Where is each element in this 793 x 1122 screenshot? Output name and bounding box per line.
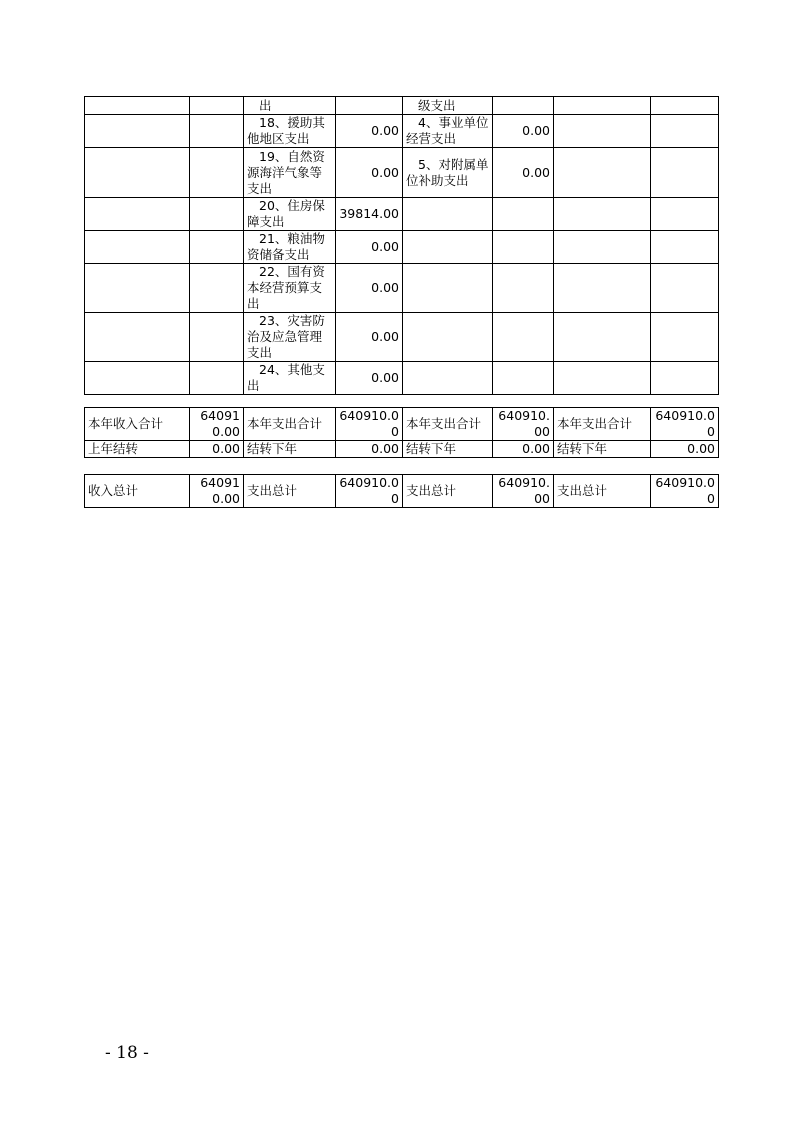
budget-table-body (85, 97, 719, 395)
income-total-value: 640910.00 (190, 408, 244, 441)
expense-item-label: 出 (244, 97, 336, 115)
grand-total-table (84, 474, 719, 508)
carry-forward-value: 0.00 (651, 441, 719, 458)
expense-category-label (403, 362, 493, 395)
totals-table (84, 407, 719, 458)
expense-grand-total-value: 640910.00 (651, 475, 719, 508)
carry-forward-label: 结转下年 (244, 441, 336, 458)
expense-item-label: 24、其他支出 (244, 362, 336, 395)
expense-total-label: 本年支出合计 (403, 408, 493, 441)
expense-grand-total-value: 640910.00 (336, 475, 403, 508)
expense-category-label: 级支出 (403, 97, 493, 115)
grand-total-row (85, 475, 719, 508)
table-row (85, 198, 719, 231)
expense-total-value: 640910.00 (651, 408, 719, 441)
table-row (85, 264, 719, 313)
expense-category-value (493, 313, 554, 362)
expense-grand-total-label: 支出总计 (244, 475, 336, 508)
expense-item-label: 19、自然资源海洋气象等支出 (244, 148, 336, 198)
expense-category-label (403, 231, 493, 264)
expense-item-value: 0.00 (336, 264, 403, 313)
expense-category-label (403, 198, 493, 231)
expense-category-value (493, 231, 554, 264)
expense-category-value: 0.00 (493, 148, 554, 198)
expense-item-label: 22、国有资本经营预算支出 (244, 264, 336, 313)
expense-category-label: 4、事业单位经营支出 (403, 115, 493, 148)
expense-category-label (403, 264, 493, 313)
expense-item-value: 0.00 (336, 115, 403, 148)
income-grand-total-label: 收入总计 (85, 475, 190, 508)
expense-item-label: 18、援助其他地区支出 (244, 115, 336, 148)
expense-item-value: 0.00 (336, 313, 403, 362)
expense-category-value (493, 97, 554, 115)
carry-forward-label: 结转下年 (554, 441, 651, 458)
expense-item-value: 39814.00 (336, 198, 403, 231)
expense-grand-total-value: 640910.00 (493, 475, 554, 508)
expense-item-label: 21、粮油物资储备支出 (244, 231, 336, 264)
carry-forward-label: 结转下年 (403, 441, 493, 458)
expense-category-value (493, 198, 554, 231)
expense-grand-total-label: 支出总计 (554, 475, 651, 508)
prior-year-carryover-value: 0.00 (190, 441, 244, 458)
expense-item-label: 23、灾害防治及应急管理支出 (244, 313, 336, 362)
expense-item-value: 0.00 (336, 231, 403, 264)
annual-total-row (85, 408, 719, 441)
expense-category-label (403, 313, 493, 362)
carryover-row (85, 441, 719, 458)
prior-year-carryover-label: 上年结转 (85, 441, 190, 458)
expense-category-value: 0.00 (493, 115, 554, 148)
income-total-label: 本年收入合计 (85, 408, 190, 441)
expense-grand-total-label: 支出总计 (403, 475, 493, 508)
expense-category-value (493, 264, 554, 313)
carry-forward-value: 0.00 (336, 441, 403, 458)
expense-total-label: 本年支出合计 (244, 408, 336, 441)
table-row (85, 115, 719, 148)
table-row (85, 362, 719, 395)
expense-item-value: 0.00 (336, 148, 403, 198)
expense-item-label: 20、住房保障支出 (244, 198, 336, 231)
expense-item-value: 0.00 (336, 362, 403, 395)
expense-category-value (493, 362, 554, 395)
expense-category-label: 5、对附属单位补助支出 (403, 148, 493, 198)
expense-total-value: 640910.00 (493, 408, 554, 441)
page-number: - 18 - (105, 1043, 149, 1063)
table-row (85, 313, 719, 362)
carry-forward-value: 0.00 (493, 441, 554, 458)
table-row (85, 231, 719, 264)
table-row (85, 148, 719, 198)
income-grand-total-value: 640910.00 (190, 475, 244, 508)
expense-total-label: 本年支出合计 (554, 408, 651, 441)
expense-total-value: 640910.00 (336, 408, 403, 441)
budget-table-continued (84, 96, 719, 395)
expense-item-value (336, 97, 403, 115)
table-row (85, 97, 719, 115)
